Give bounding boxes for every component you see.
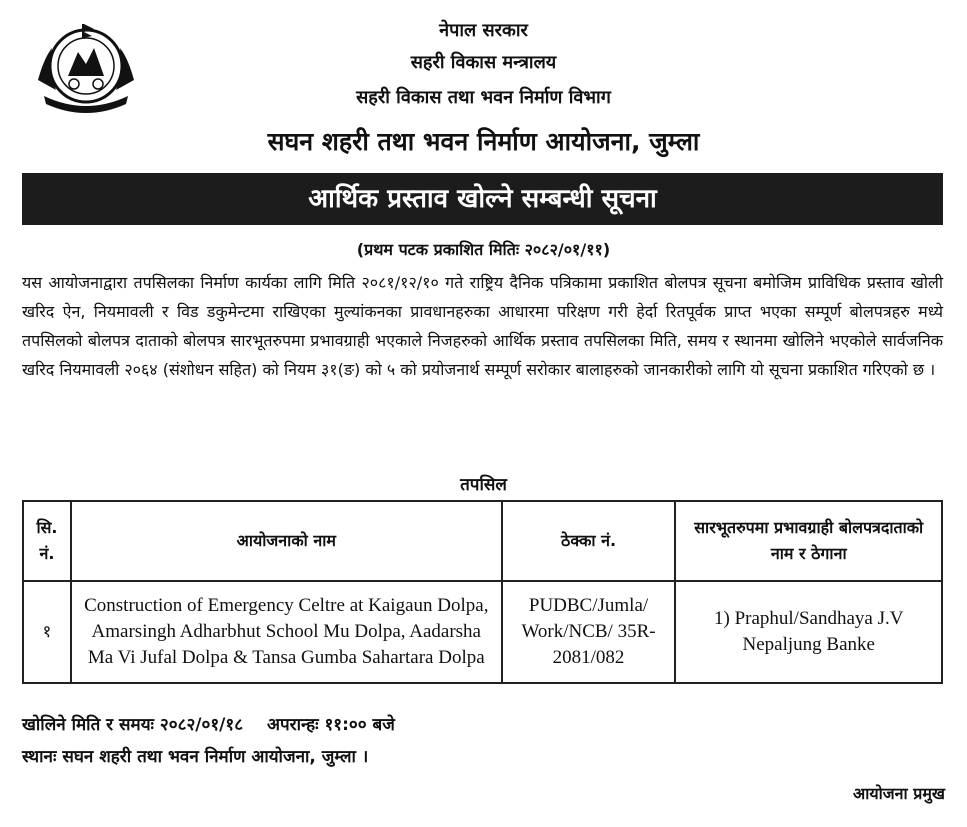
cell-contract-no: PUDBC/Jumla/ Work/NCB/ 35R-2081/082 xyxy=(502,581,676,683)
header-line-2: सहरी विकास मन्त्रालय xyxy=(410,52,557,73)
opening-label: खोलिने मिति र समयः xyxy=(22,715,154,735)
header-bidder: सारभूतरुपमा प्रभावग्राही बोलपत्रदाताको नाम र ठेगाना xyxy=(675,501,942,581)
header-sn: सि. नं. xyxy=(23,501,71,581)
header-project-name: आयोजनाको नाम xyxy=(71,501,502,581)
opening-time: अपरान्हः ११:०० बजे xyxy=(266,715,395,735)
schedule-title: तपसिल xyxy=(460,475,507,495)
cell-sn: १ xyxy=(23,581,71,683)
header-line-1: नेपाल सरकार xyxy=(439,20,528,41)
notice-paragraph: यस आयोजनाद्वारा तपसिलका निर्माण कार्यका लागि मिति २०८१/१२/१० गते राष्ट्रिय दैनिक पत्रिकामा प्रकाशित बोलपत्र सूचना बमोजिम प्राविधिक प्रस्ताव खोली खरिद ऐन, नियमावली र विड डकुमेन्टमा राखिएका मुल्यांकनका प्रावधानहरुका आधारमा परिक्षण गरी हेर्दा रितपूर्वक प्राप्त भएका सम्पूर्ण बोलपत्रहरु मध्ये तपसिलको बोलपत्र दाताको बोलपत्र सारभूतरुपमा प्रभावग्राही भएकाले निजहरुको आर्थिक प्रस्ताव तपसिलका मिति, समय र स्थानमा खोलिने भएकोले सार्वजनिक खरिद नियमावली २०६४ (संशोधन सहित) को नियम ३१(ङ) को ५ को प्रयोजनार्थ सम्पूर्ण सरोकार बालाहरुको जानकारीको लागि यो सूचना प्रकाशित गरिएको छ । xyxy=(22,273,943,379)
table-row xyxy=(23,581,942,683)
cell-project-name: Construction of Emergency Celtre at Kaigaun Dolpa, Amarsingh Adharbhut School Mu Dolpa, Aadarsha Ma Vi Jufal Dolpa & Tansa Gumba Sahartara Dolpa xyxy=(71,581,502,683)
header-contract-no: ठेक्का नं. xyxy=(502,501,676,581)
opening-place: स्थानः सघन शहरी तथा भवन निर्माण आयोजना, जुम्ला । xyxy=(22,747,369,767)
publish-date: (प्रथम पटक प्रकाशित मितिः २०८२/०१/११) xyxy=(356,240,611,259)
opening-datetime xyxy=(22,712,395,735)
cell-bidder: 1) Praphul/Sandhaya J.V Nepaljung Banke xyxy=(675,581,942,683)
table-header-row xyxy=(23,501,942,581)
opening-date: २०८२/०१/१८ xyxy=(159,715,244,735)
schedule-table xyxy=(22,500,943,684)
notice-banner: आर्थिक प्रस्ताव खोल्ने सम्बन्धी सूचना xyxy=(22,173,943,225)
office-title: सघन शहरी तथा भवन निर्माण आयोजना, जुम्ला xyxy=(267,127,700,156)
header-line-3: सहरी विकास तथा भवन निर्माण विभाग xyxy=(356,87,611,108)
signature-title: आयोजना प्रमुख xyxy=(852,784,945,803)
